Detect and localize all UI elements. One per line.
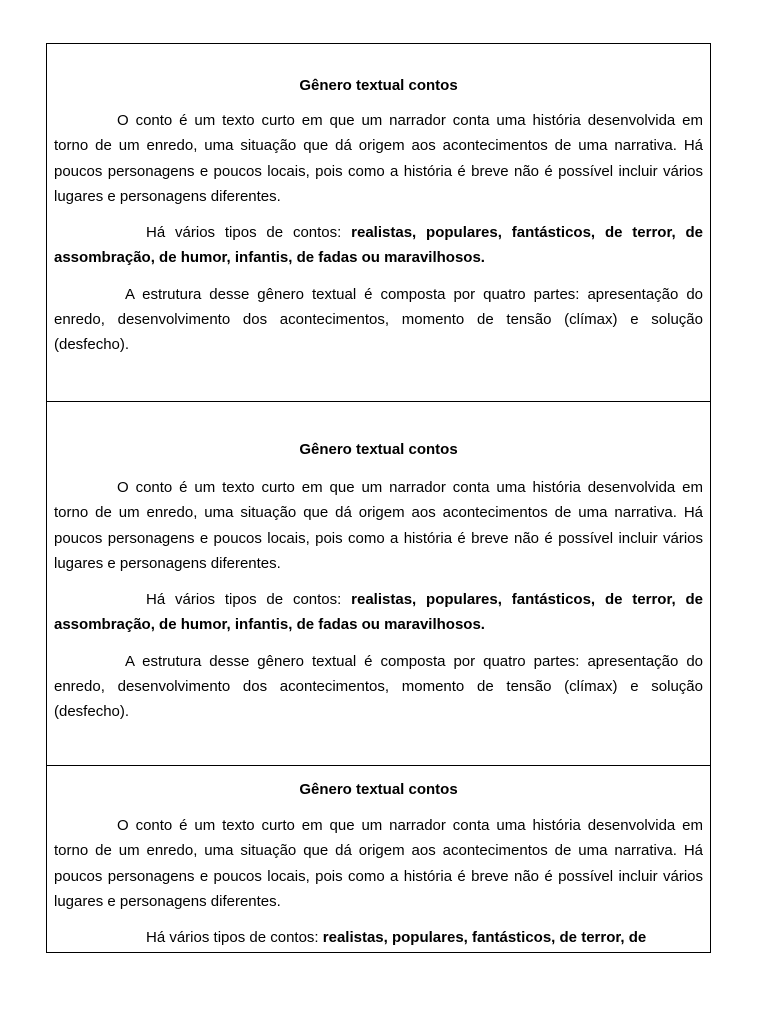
paragraph-types <box>54 587 703 638</box>
paragraph-structure: A estrutura desse gênero textual é composta por quatro partes: apresentação do enredo, desenvolvimento dos acontecimentos, momento de tensão (clímax) e solução (desfecho). <box>54 652 703 721</box>
document-frame <box>46 43 711 953</box>
types-list: realistas, populares, fantásticos, de terror, de assombração, de humor, infantis, de fadas ou maravilhosos. <box>54 224 703 267</box>
types-list: realistas, populares, fantásticos, de terror, de assombração, de humor, infantis, de fadas ou maravilhosos. <box>54 591 703 634</box>
paragraph-definition: O conto é um texto curto em que um narrador conta uma história desenvolvida em torno de um enredo, uma situação que dá origem aos acontecimentos de uma narrativa. Há poucos personagens e poucos locais, pois como a história é breve não é possível incluir vários lugares e personagens diferentes. <box>54 817 703 910</box>
text-card <box>47 401 710 766</box>
types-lead-text: Há vários tipos de contos: <box>146 591 352 609</box>
paragraph-definition: O conto é um texto curto em que um narrador conta uma história desenvolvida em torno de um enredo, uma situação que dá origem aos acontecimentos de uma narrativa. Há poucos personagens e poucos locais, pois como a história é breve não é possível incluir vários lugares e personagens diferentes. <box>54 479 703 572</box>
paragraph-types-partial <box>54 925 703 950</box>
card-title: Gênero textual contos <box>299 781 458 798</box>
types-lead-text: Há vários tipos de contos: <box>146 224 352 242</box>
types-list: realistas, populares, fantásticos, de terror, de <box>322 929 647 947</box>
text-card <box>47 44 710 402</box>
card-title: Gênero textual contos <box>299 441 458 458</box>
text-card <box>47 765 710 953</box>
types-lead-text: Há vários tipos de contos: <box>146 929 323 947</box>
paragraph-types <box>54 220 703 271</box>
card-title: Gênero textual contos <box>299 77 458 94</box>
paragraph-definition: O conto é um texto curto em que um narrador conta uma história desenvolvida em torno de um enredo, uma situação que dá origem aos acontecimentos de uma narrativa. Há poucos personagens e poucos locais, pois como a história é breve não é possível incluir vários lugares e personagens diferentes. <box>54 112 703 205</box>
paragraph-structure: A estrutura desse gênero textual é composta por quatro partes: apresentação do enredo, desenvolvimento dos acontecimentos, momento de tensão (clímax) e solução (desfecho). <box>54 285 703 354</box>
